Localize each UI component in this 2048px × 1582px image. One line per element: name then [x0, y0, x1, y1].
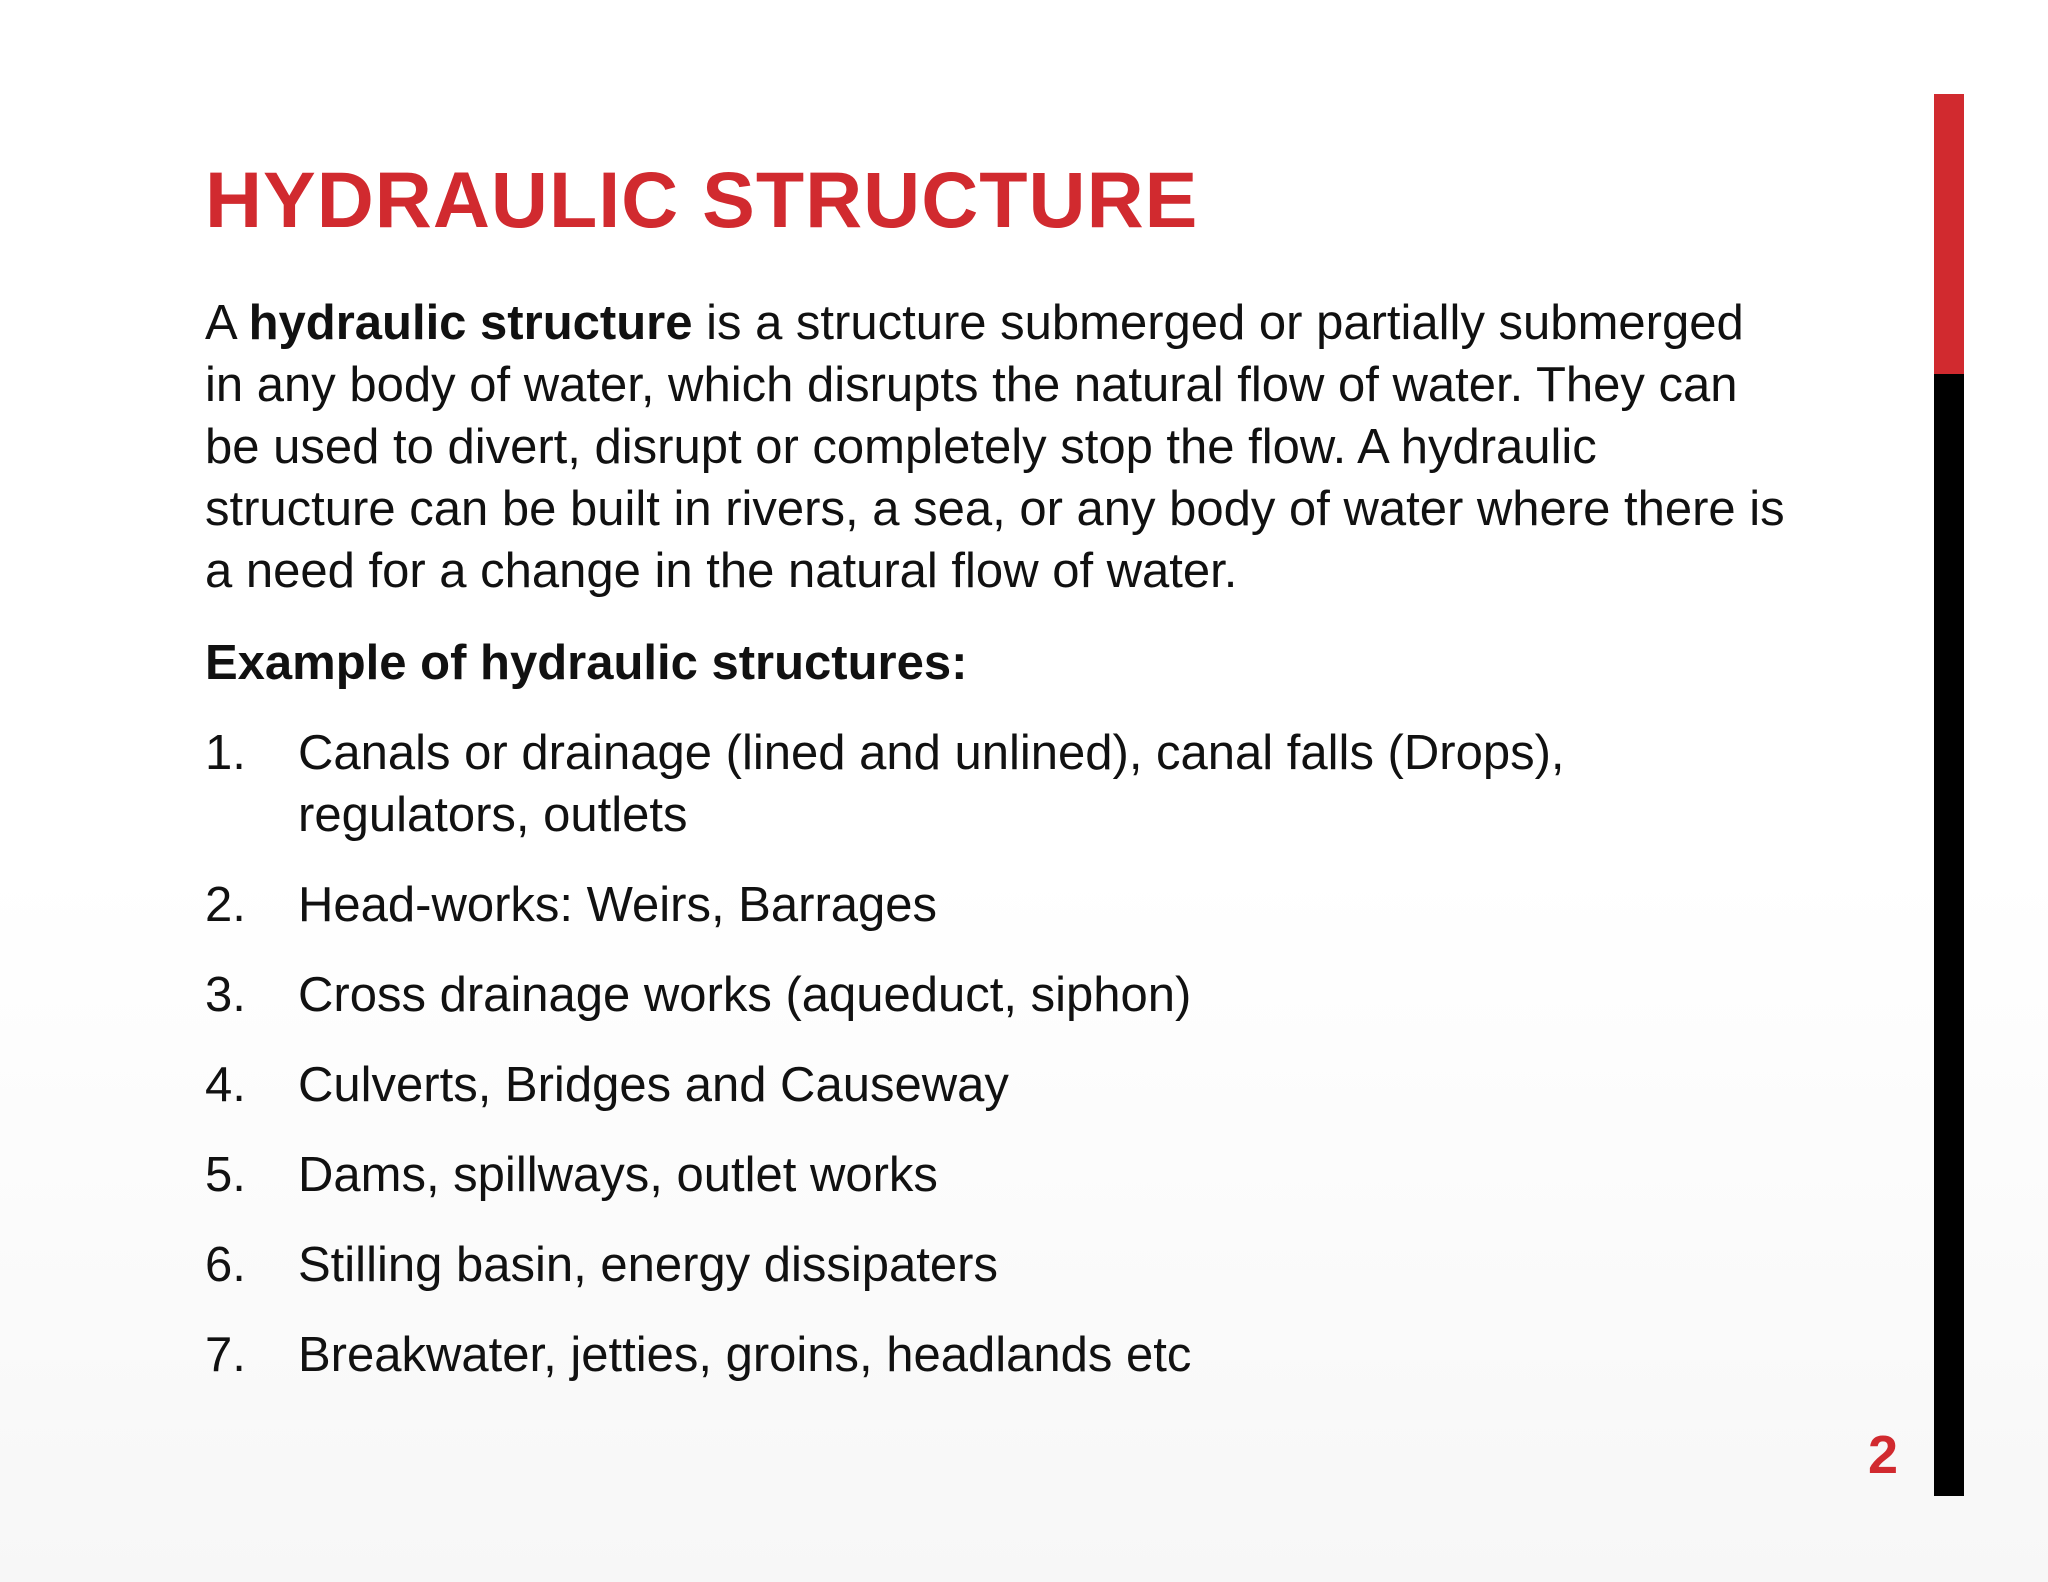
list-item [205, 1144, 1855, 1206]
list-item-number: 4. [205, 1058, 246, 1112]
examples-heading: Example of hydraulic structures: [205, 636, 968, 690]
intro-line-1-rest: is a structure submerged or partially submerged [692, 296, 1744, 350]
list-item [205, 1324, 1855, 1386]
intro-line-2: in any body of water, which disrupts the natural flow of water. They can [205, 358, 1738, 412]
list-item-number: 7. [205, 1328, 246, 1382]
list-item-text: Breakwater, jetties, groins, headlands etc [298, 1328, 1192, 1382]
list-item-text: Culverts, Bridges and Causeway [298, 1058, 1009, 1112]
accent-bar-red [1934, 94, 1964, 374]
intro-term: hydraulic structure [248, 296, 693, 350]
list-item-number: 5. [205, 1148, 246, 1202]
intro-paragraph [205, 292, 1905, 602]
list-item-text: Head-works: Weirs, Barrages [298, 878, 938, 932]
list-item-number: 1. [205, 726, 246, 780]
list-item-text: regulators, outlets [298, 788, 688, 842]
intro-lead: A [205, 296, 249, 350]
list-item [205, 1054, 1855, 1116]
examples-list [205, 722, 1855, 1414]
list-item-number: 2. [205, 878, 246, 932]
list-item [205, 874, 1855, 936]
intro-line-4: structure can be built in rivers, a sea, or any body of water where there is [205, 482, 1785, 536]
list-item-number: 6. [205, 1238, 246, 1292]
accent-bar-black [1934, 374, 1964, 1496]
intro-line-5: a need for a change in the natural flow of water. [205, 544, 1238, 598]
list-item [205, 964, 1855, 1026]
list-item-text: Stilling basin, energy dissipaters [298, 1238, 998, 1292]
list-item-text: Canals or drainage (lined and unlined), canal falls (Drops), [298, 726, 1565, 780]
list-item-text: Cross drainage works (aqueduct, siphon) [298, 968, 1192, 1022]
intro-line-1 [205, 292, 1905, 354]
slide-title: HYDRAULIC STRUCTURE [205, 155, 1199, 244]
list-item-number: 3. [205, 968, 246, 1022]
page-number: 2 [1868, 1425, 1899, 1485]
list-item [205, 1234, 1855, 1296]
list-item [205, 722, 1855, 846]
list-item-text: Dams, spillways, outlet works [298, 1148, 938, 1202]
intro-line-3: be used to divert, disrupt or completely stop the flow. A hydraulic [205, 420, 1597, 474]
